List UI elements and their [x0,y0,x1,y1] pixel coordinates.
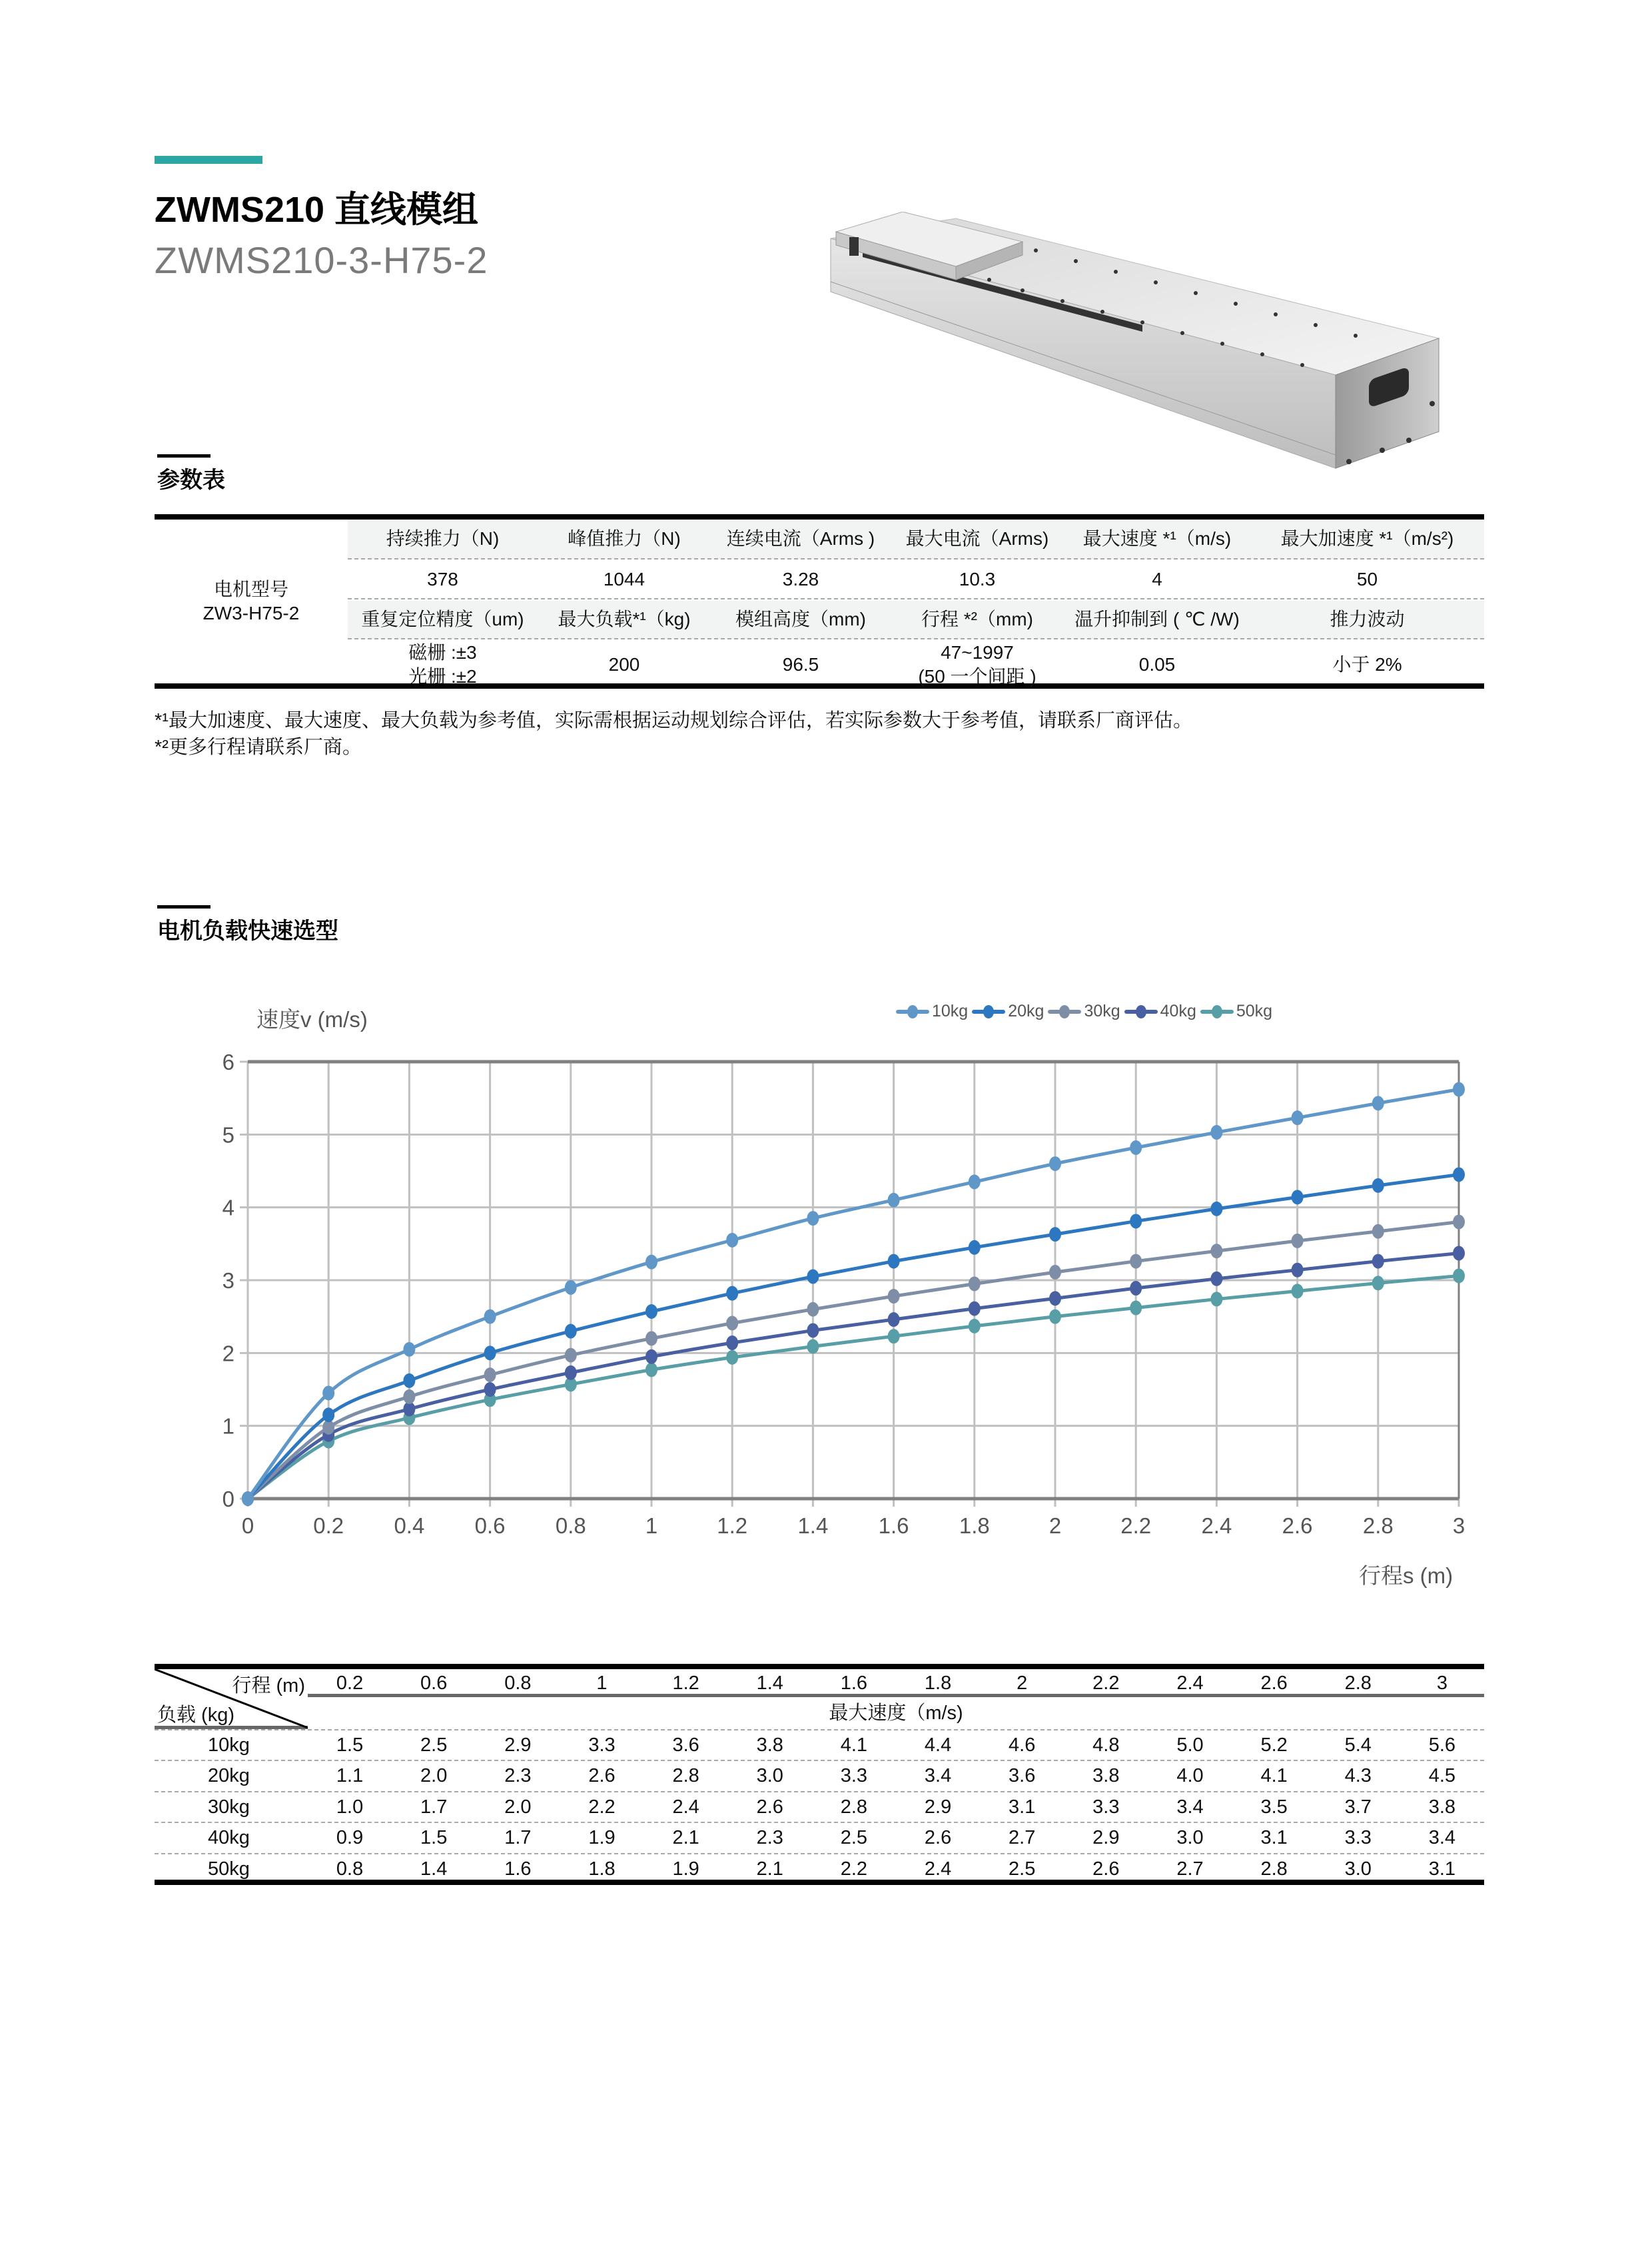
data-point [1292,1263,1304,1278]
speed-value: 2.3 [504,1765,532,1787]
data-point [565,1324,577,1339]
data-point [484,1392,496,1407]
stroke-range: 47~1997 [941,642,1014,663]
legend-item [972,1002,1044,1021]
speed-value: 3.3 [1344,1827,1372,1849]
speed-value: 3.3 [588,1734,616,1756]
stroke-column-header: 1.4 [756,1673,783,1694]
load-label: 10kg [208,1734,250,1756]
data-point [242,1491,254,1506]
load-label: 50kg [208,1858,250,1880]
data-point [807,1323,819,1337]
legend-line-marker-icon [1200,1010,1234,1014]
data-point [1049,1265,1061,1280]
speed-value: 5.6 [1428,1734,1456,1756]
legend-line-marker-icon [896,1010,929,1014]
speed-value: 2.1 [672,1827,699,1849]
x-tick-label: 0.6 [474,1513,506,1538]
speed-value: 1.4 [420,1858,448,1880]
data-point [322,1434,334,1449]
spec-value: 378 [427,569,458,589]
speed-value: 1.9 [588,1827,616,1849]
spec-header: 峰值推力（N) [568,528,681,549]
speed-value: 4.3 [1344,1765,1372,1787]
x-tick-label: 0.8 [555,1513,586,1538]
load-label: 40kg [208,1827,250,1849]
data-point [645,1349,657,1364]
data-point [1049,1227,1061,1242]
speed-value: 2.6 [924,1827,952,1849]
data-point [969,1302,981,1316]
data-point [1292,1190,1304,1204]
data-point [1372,1276,1384,1290]
data-point [645,1331,657,1345]
stroke-column-header: 2.4 [1176,1673,1204,1694]
x-tick-label: 1 [645,1513,658,1538]
data-point [1372,1254,1384,1269]
data-point [1210,1202,1222,1216]
data-point [1130,1281,1142,1296]
speed-table-corner [155,1669,308,1729]
stroke-column-header: 2.2 [1092,1673,1120,1694]
data-point [726,1233,738,1248]
spec-header: 模组高度（mm) [735,609,866,629]
motor-model-cell [155,520,348,683]
speed-unit-label: 最大速度（m/s) [829,1702,963,1724]
data-point [1130,1254,1142,1269]
speed-value: 3.0 [1344,1858,1372,1880]
speed-value: 3.0 [756,1765,783,1787]
speed-value: 3.4 [1428,1827,1456,1849]
speed-value: 2.8 [840,1796,868,1818]
speed-table [155,1664,1484,1885]
y-tick-label: 4 [222,1195,234,1220]
legend-item [1124,1002,1196,1021]
data-point [1292,1110,1304,1125]
spec-value [538,641,711,689]
data-point [807,1339,819,1353]
spec-header: 推力波动 [1330,609,1405,629]
y-tick-label: 5 [222,1122,234,1148]
x-tick-label: 1.8 [959,1513,990,1538]
speed-value: 3.1 [1260,1827,1288,1849]
speed-value: 2.2 [588,1796,616,1818]
spec-section-heading: 参数表 [157,468,225,493]
speed-value: 2.4 [924,1858,952,1880]
legend-item [1048,1002,1120,1021]
data-point [565,1377,577,1391]
speed-value: 1.7 [504,1827,532,1849]
speed-value: 2.8 [672,1765,699,1787]
data-point [1292,1284,1304,1298]
speed-value: 1.1 [336,1765,364,1787]
section-divider [157,454,210,458]
spec-grid [348,520,1484,687]
data-point [403,1411,415,1425]
data-point [726,1350,738,1365]
spec-value-precision [348,641,538,689]
speed-value: 2.5 [1009,1858,1036,1880]
data-point [1130,1301,1142,1315]
stroke-column-header: 0.6 [420,1673,448,1694]
speed-value: 2.4 [672,1796,699,1818]
x-tick-label: 0.4 [394,1513,425,1538]
stroke-column-header: 0.2 [336,1673,364,1694]
data-point [726,1286,738,1301]
spec-value: 50 [1356,569,1378,589]
data-point [645,1304,657,1319]
speed-value: 3.4 [924,1765,952,1787]
speed-value: 3.3 [1092,1796,1120,1818]
speed-value: 3.4 [1176,1796,1204,1818]
spec-header: 最大电流（Arms) [905,528,1049,549]
legend-label: 10kg [932,1002,969,1020]
max-load-value: 200 [608,654,640,675]
module-height-value: 96.5 [782,654,819,675]
page-subtitle: ZWMS210-3-H75-2 [155,239,488,281]
speed-value: 1.7 [420,1796,448,1818]
load-label: 20kg [208,1765,250,1787]
speed-value: 3.1 [1428,1858,1456,1880]
speed-value: 1.6 [504,1858,532,1880]
footnote-1: *¹最大加速度、最大速度、最大负载为参考值，实际需根据运动规划综合评估，若实际参数大于参考值，请联系厂商评估。 [155,710,1192,731]
footnote-2: *²更多行程请联系厂商。 [155,737,362,758]
data-point [484,1367,496,1382]
x-tick-label: 0.2 [313,1513,344,1538]
data-point [242,1491,254,1506]
spec-value-row-1 [348,561,1484,599]
data-point [1372,1224,1384,1239]
data-point [969,1174,981,1189]
speed-value: 2.9 [924,1796,952,1818]
speed-value: 3.8 [1428,1796,1456,1818]
stroke-column-header: 3 [1436,1673,1447,1694]
data-point [484,1309,496,1324]
speed-value: 3.5 [1260,1796,1288,1818]
y-tick-label: 1 [222,1413,234,1439]
data-point [1210,1292,1222,1306]
data-point [969,1276,981,1291]
speed-value: 3.8 [1092,1765,1120,1787]
data-point [1372,1178,1384,1193]
spec-header-row-2 [348,601,1484,639]
stroke-column-header: 0.8 [504,1673,532,1694]
spec-value-row-2 [348,641,1484,689]
table-row [155,1822,1484,1852]
data-point [1453,1215,1465,1230]
data-point [1049,1309,1061,1324]
series-line [248,1276,1459,1499]
speed-value: 2.6 [756,1796,783,1818]
speed-value: 4.5 [1428,1765,1456,1787]
data-point [565,1348,577,1363]
series-line [248,1254,1459,1499]
legend-line-marker-icon [1124,1010,1158,1014]
speed-value: 3.7 [1344,1796,1372,1818]
data-point [1130,1140,1142,1155]
speed-value: 1.5 [420,1827,448,1849]
data-point [322,1420,334,1435]
speed-value: 4.0 [1176,1765,1204,1787]
data-point [888,1193,900,1208]
data-point [403,1389,415,1404]
x-tick-label: 2.8 [1362,1513,1394,1538]
stroke-interval: (50 一个间距 ) [918,666,1036,687]
speed-value: 4.8 [1092,1734,1120,1756]
table-row [155,1791,1484,1822]
y-tick-label: 2 [222,1341,234,1366]
spec-value: 4 [1152,569,1162,589]
data-point [242,1491,254,1506]
spec-value-stroke [891,641,1064,689]
data-point [1049,1291,1061,1306]
accent-bar [155,156,262,164]
table-row [155,1760,1484,1790]
speed-value: 2.8 [1260,1858,1288,1880]
data-point [807,1270,819,1284]
speed-value: 2.5 [420,1734,448,1756]
data-point [322,1385,334,1400]
x-tick-label: 1.6 [878,1513,909,1538]
stroke-column-header: 2.6 [1260,1673,1288,1694]
spec-header-row-1 [348,520,1484,560]
data-point [1292,1234,1304,1248]
stroke-column-header: 1.2 [672,1673,699,1694]
data-point [645,1362,657,1377]
legend-label: 30kg [1084,1002,1120,1020]
spec-value: 3.28 [782,569,819,589]
data-point [484,1382,496,1397]
data-point [645,1255,657,1270]
stroke-column-header: 1.8 [924,1673,952,1694]
corner-load-label: 负载 (kg) [157,1704,235,1726]
data-point [322,1407,334,1422]
data-point [888,1312,900,1327]
legend-label: 50kg [1236,1002,1273,1020]
x-tick-label: 2.2 [1120,1513,1152,1538]
data-point [807,1302,819,1317]
speed-value: 3.1 [1009,1796,1036,1818]
spec-header: 最大速度 *¹（m/s) [1082,528,1232,549]
page-title: ZWMS210 直线模组 [155,190,479,230]
data-point [1049,1156,1061,1171]
spec-header: 温升抑制到 ( ℃ /W) [1074,609,1240,629]
magnetic-scale-precision: 磁栅 :±3 [408,642,477,663]
data-point [1210,1125,1222,1140]
data-point [807,1211,819,1226]
legend-item [1200,1002,1272,1021]
data-point [242,1491,254,1506]
spec-value [711,641,891,689]
data-point [484,1345,496,1360]
speed-value: 2.6 [588,1765,616,1787]
speed-value: 2.7 [1176,1858,1204,1880]
speed-value: 0.9 [336,1827,364,1849]
spec-table [155,514,1484,689]
spec-header: 行程 *²（mm) [921,609,1033,629]
speed-value: 2.5 [840,1827,868,1849]
x-tick-label: 1.2 [717,1513,748,1538]
data-point [1453,1246,1465,1261]
speed-value: 2.6 [1092,1858,1120,1880]
data-point [969,1319,981,1333]
data-point [1453,1268,1465,1283]
data-point [1372,1096,1384,1110]
thrust-ripple-value: 小于 2% [1332,654,1402,675]
legend-item [896,1002,968,1021]
speed-value: 1.8 [588,1858,616,1880]
data-point [403,1342,415,1357]
data-point [888,1254,900,1269]
chart-y-axis-label: 速度v (m/s) [256,1007,368,1032]
y-tick-label: 0 [222,1487,234,1511]
speed-value: 2.2 [840,1858,868,1880]
data-point [1210,1244,1222,1258]
data-point [242,1491,254,1506]
legend-label: 20kg [1008,1002,1044,1020]
data-point [403,1402,415,1417]
legend-label: 40kg [1160,1002,1196,1020]
section-divider [157,905,210,909]
speed-value: 4.6 [1009,1734,1036,1756]
chart-x-axis-label: 行程s (m) [1359,1563,1453,1588]
legend-line-marker-icon [972,1010,1005,1014]
data-point [1453,1082,1465,1097]
table-row [155,1853,1484,1884]
series-line [248,1090,1459,1499]
data-point [565,1365,577,1380]
speed-value: 4.1 [1260,1765,1288,1787]
speed-value: 2.0 [504,1796,532,1818]
optical-scale-precision: 光栅 :±2 [408,666,477,687]
speed-value: 4.4 [924,1734,952,1756]
chart-section-heading: 电机负载快速选型 [157,919,338,944]
stroke-column-header: 1.6 [840,1673,868,1694]
data-point [726,1335,738,1350]
motor-model-label: 电机型号 [213,579,288,599]
spec-header: 重复定位精度（um) [361,609,524,629]
speed-value: 5.0 [1176,1734,1204,1756]
speed-value: 1.9 [672,1858,699,1880]
speed-table-body [155,1729,1484,1884]
legend-line-marker-icon [1048,1010,1081,1014]
speed-value: 3.6 [672,1734,699,1756]
speed-value: 2.1 [756,1858,783,1880]
speed-value: 1.5 [336,1734,364,1756]
speed-value: 2.0 [420,1765,448,1787]
speed-value: 3.0 [1176,1827,1204,1849]
data-point [969,1240,981,1255]
product-image [823,212,1452,475]
speed-value: 1.0 [336,1796,364,1818]
speed-value: 0.8 [336,1858,364,1880]
table-row [155,1729,1484,1760]
speed-table-header [308,1669,1484,1697]
load-label: 30kg [208,1796,250,1818]
stroke-column-header: 2.8 [1344,1673,1372,1694]
spec-header: 最大加速度 *¹（m/s²) [1280,528,1454,549]
speed-value: 2.9 [504,1734,532,1756]
speed-value: 2.9 [1092,1827,1120,1849]
y-tick-label: 3 [222,1268,234,1293]
spec-value: 10.3 [959,569,996,589]
x-tick-label: 2.4 [1201,1513,1232,1538]
speed-value: 4.1 [840,1734,868,1756]
x-tick-label: 1.4 [797,1513,829,1538]
speed-value: 3.8 [756,1734,783,1756]
spec-header: 持续推力（N) [386,528,500,549]
x-tick-label: 0 [241,1513,254,1538]
speed-value: 3.3 [840,1765,868,1787]
series-line [248,1174,1459,1499]
x-tick-label: 3 [1452,1513,1465,1538]
data-point [565,1280,577,1295]
speed-value: 5.4 [1344,1734,1372,1756]
x-tick-label: 2 [1048,1513,1062,1538]
spec-value: 1044 [603,569,645,589]
chart-legend [896,1002,1272,1021]
spec-header: 连续电流（Arms ) [726,528,875,549]
data-point [403,1373,415,1388]
spec-header: 最大负载*¹（kg) [558,609,691,629]
x-tick-label: 2.6 [1282,1513,1313,1538]
series-line [248,1222,1459,1499]
speed-value: 2.7 [1009,1827,1036,1849]
speed-value: 3.6 [1009,1765,1036,1787]
stroke-column-header: 1 [596,1673,608,1694]
motor-model-value: ZW3-H75-2 [203,603,300,623]
speed-value: 2.3 [756,1827,783,1849]
data-point [888,1289,900,1304]
temp-rise-value: 0.05 [1138,654,1176,675]
footnotes [155,707,1192,761]
speed-value: 5.2 [1260,1734,1288,1756]
corner-stroke-label: 行程 (m) [232,1675,305,1696]
spec-value [1250,641,1484,689]
data-point [726,1316,738,1331]
data-point [888,1329,900,1343]
y-tick-label: 6 [222,1050,234,1074]
stroke-column-header: 2 [1017,1673,1028,1694]
data-point [322,1427,334,1442]
data-point [1130,1214,1142,1228]
data-point [1453,1167,1465,1182]
spec-value [1064,641,1250,689]
data-point [1210,1272,1222,1286]
